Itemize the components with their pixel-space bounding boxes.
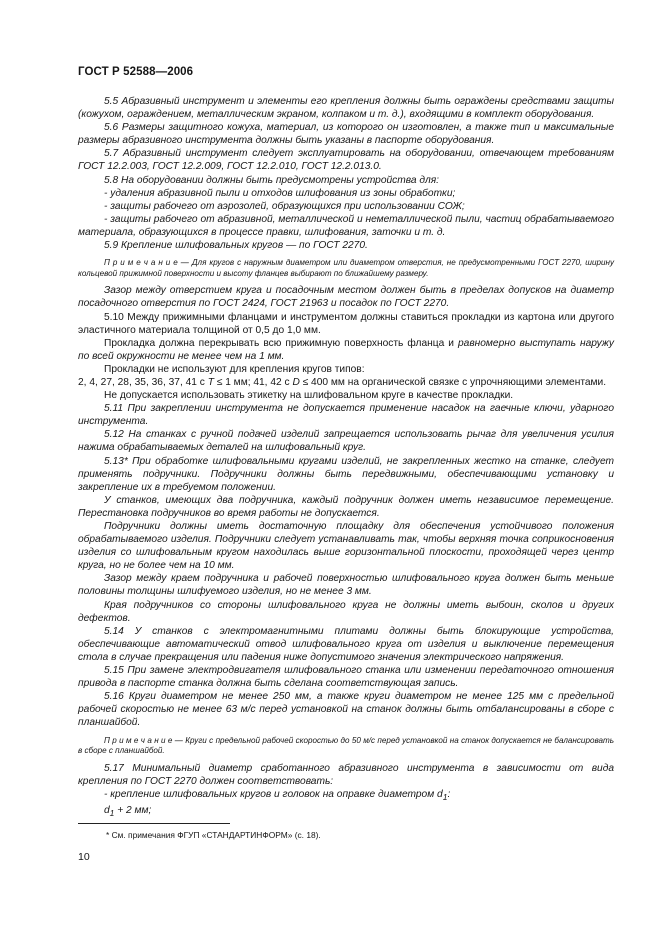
formula-subscript: 1	[109, 808, 115, 819]
note-flange-width: П р и м е ч а н и е — Для кругов с наружным диаметром или диаметром отверстия, не предусмотренными ГОСТ 2270, ширину кольцевой прижимной поверхности и высоту фланцев выбирают по ближайшему размеру.	[78, 258, 614, 278]
paragraph-5-16: 5.16 Круги диаметром не менее 250 мм, а также круги диаметром не менее 125 мм с предельной рабочей скоростью не менее 63 м/с перед установкой на станок должны быть отбалансированы в сборе с планшайбой.	[78, 691, 614, 729]
formula-rest: + 2 мм;	[114, 805, 152, 816]
list-item-aerosol-protection: - защиты рабочего от аэрозолей, образующихся при использовании СОЖ;	[104, 200, 465, 212]
wheel-types-part-2: ≤ 1 мм; 41, 42 с	[213, 376, 293, 388]
paragraph-5-9: 5.9 Крепление шлифовальных кругов — по ГОСТ 2270.	[104, 240, 368, 252]
paragraph-5-14: 5.14 У станков с электромагнитными плитами должны быть блокирующие устройства, обеспечивающие автоматический отвод шлифовального круга от изделия и выключение перемещения стола в случае прекращения или падения ниже допустимого значения электрического напряжения.	[78, 625, 614, 663]
formula-min-diameter	[78, 804, 614, 820]
formula-var: d	[104, 805, 110, 816]
paragraph-5-15: 5.15 При замене электродвигателя шлифовального станка или изменении передаточного отношения привода в паспорте станка должна быть сделана соответствующая запись.	[78, 665, 614, 690]
paragraph-label-prohibited: Не допускается использовать этикетку на шлифовальном круге в качестве прокладки.	[104, 390, 514, 402]
wheel-types-var-t: T	[207, 376, 214, 388]
list-item-dust-protection: - защиты рабочего от абразивной, металлической и неметаллической пыли, частиц обрабатываемого материала, образующихся в процессе правки, шлифования, заточки и т. д.	[78, 213, 614, 238]
wheel-types-part-3: ≤ 400 мм на органической связке с упрочняющими элементами.	[299, 376, 607, 388]
document-body	[78, 95, 614, 820]
paragraph-gasket-overlap	[78, 337, 614, 363]
wheel-types-part-1: 2, 4, 27, 28, 35, 36, 37, 41 с	[78, 376, 208, 388]
paragraph-5-12: 5.12 На станках с ручной подачей изделий запрещается использовать рычаг для увеличения усилия нажима обрабатываемых деталей на шлифовальный круг.	[78, 429, 614, 454]
paragraph-bore-clearance: Зазор между отверстием круга и посадочным местом должен быть в пределах допусков на диаметр посадочного отверстия по ГОСТ 2424, ГОСТ 21963 и посадок по ГОСТ 2270.	[78, 285, 614, 310]
footnote-divider	[78, 823, 230, 824]
footnote: * См. примечания ФГУП «СТАНДАРТИНФОРМ» (с. 18).	[106, 830, 321, 840]
paragraph-5-7: 5.7 Абразивный инструмент следует эксплуатировать на оборудовании, отвечающем требованиям ГОСТ 12.2.003, ГОСТ 12.2.009, ГОСТ 12.2.010, ГОСТ 12.2.013.0.	[78, 148, 614, 173]
gasket-overlap-italic: равномерно выступать наружу по всей окружности не менее чем на 1 мм.	[78, 337, 614, 362]
wheel-types-var-d: D	[292, 376, 300, 388]
list-item-dust-removal: - удаления абразивной пыли и отходов шлифования из зоны обработки;	[104, 187, 456, 199]
paragraph-rest-edges: Края подручников со стороны шлифовального круга не должны иметь выбоин, сколов и других дефектов.	[78, 599, 614, 624]
note-balancing: П р и м е ч а н и е — Круги с предельной рабочей скоростью до 50 м/с перед установкой на станок допускается не балансировать в сборе с планшайбой.	[78, 735, 614, 756]
paragraph-5-6: 5.6 Размеры защитного кожуха, материал, из которого он изготовлен, а также тип и максимальные размеры абразивного инструмента должны быть указаны в паспорте оборудования.	[78, 122, 614, 147]
paragraph-gasket-not-used: Прокладки не используют для крепления кругов типов:	[104, 363, 365, 375]
paragraph-5-8: 5.8 На оборудовании должны быть предусмотрены устройства для:	[104, 174, 440, 186]
paragraph-5-11: 5.11 При закреплении инструмента не допускается применение насадок на гаечные ключи, ударного инструмента.	[78, 403, 614, 428]
mandrel-mount-subscript: 1	[442, 791, 448, 802]
paragraph-5-13: 5.13* При обработке шлифовальными кругами изделий, не закрепленных жестко на станке, следует применять подручники. Подручники должны быть передвижными, обеспечивающими установку и закрепление их в требуемом положении.	[78, 455, 614, 493]
list-item-mandrel-mount	[78, 788, 614, 804]
page-number: 10	[78, 851, 90, 863]
paragraph-rest-area: Подручники должны иметь достаточную площадку для обеспечения устойчивого положения обрабатываемого изделия. Подручники следует устанавливать так, чтобы верхняя точка соприкосновения изделия со шлифовальным кругом находилась выше горизонтальной плоскости, проходящей через центр круга, но не более чем на 10 мм.	[78, 521, 614, 572]
gasket-overlap-text: Прокладка должна перекрывать всю прижимную поверхность фланца и	[104, 337, 459, 349]
mandrel-mount-end: :	[447, 788, 451, 800]
paragraph-5-10: 5.10 Между прижимными фланцами и инструментом должны ставиться прокладки из картона или другого эластичного материала толщиной от 0,5 до 1,0 мм.	[78, 311, 614, 336]
paragraph-5-5: 5.5 Абразивный инструмент и элементы его крепления должны быть ограждены средствами защиты (кожухом, ограждением, металлическим экраном, колпаком и т. д.), входящими в комплект оборудования.	[78, 96, 614, 121]
document-header: ГОСТ Р 52588—2006	[78, 66, 194, 78]
mandrel-mount-var: d	[437, 788, 443, 800]
paragraph-wheel-types	[78, 376, 614, 389]
mandrel-mount-text: - крепление шлифовальных кругов и головок на оправке диаметром	[104, 788, 438, 800]
paragraph-5-17: 5.17 Минимальный диаметр сработанного абразивного инструмента в зависимости от вида крепления по ГОСТ 2270 должен соответствовать:	[78, 762, 614, 787]
paragraph-two-rests: У станков, имеющих два подручника, каждый подручник должен иметь независимое перемещение. Перестановка подручников во время работы не допускается.	[78, 494, 614, 519]
paragraph-rest-clearance: Зазор между краем подручника и рабочей поверхностью шлифовального круга должен быть меньше половины толщины шлифуемого изделия, но не менее 3 мм.	[78, 573, 614, 598]
